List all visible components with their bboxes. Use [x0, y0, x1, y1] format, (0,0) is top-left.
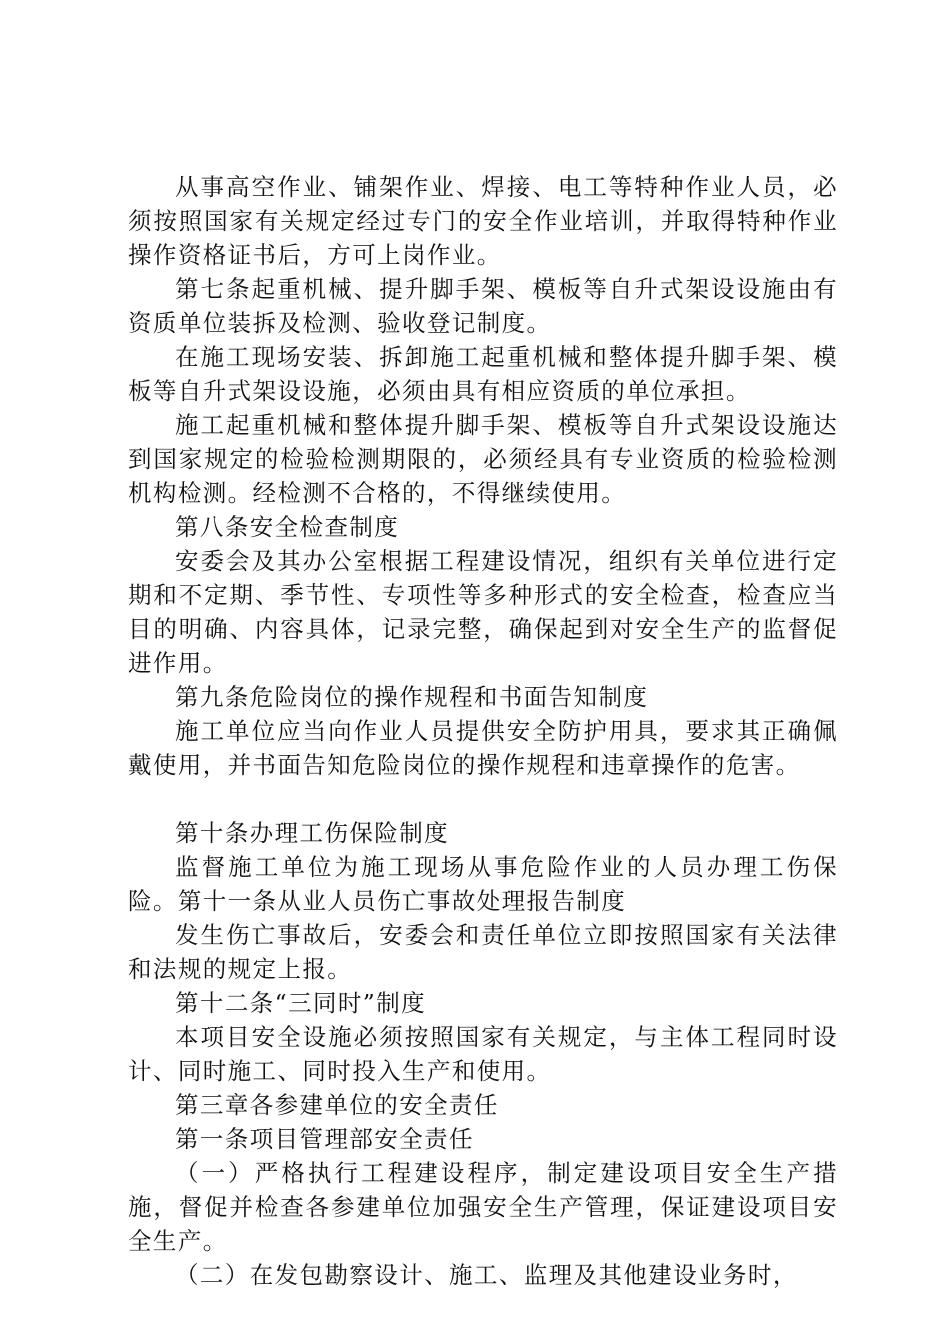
paragraph-three-simultaneous: 本项目安全设施必须按照国家有关规定，与主体工程同时设计、同时施工、同时投入生产和使用。: [128, 1023, 838, 1085]
paragraph-accident-report: 发生伤亡事故后，安委会和责任单位立即按照国家有关法律和法规的规定上报。: [128, 921, 838, 983]
heading-chapter-3: 第三章各参建单位的安全责任: [175, 1091, 499, 1119]
heading-article-10: 第十条办理工伤保险制度: [175, 819, 450, 847]
paragraph-special-operators: 从事高空作业、铺架作业、焊接、电工等特种作业人员，必须按照国家有关规定经过专门的安全作业培训，并取得特种作业操作资格证书后，方可上岗作业。: [128, 173, 838, 269]
paragraph-safety-inspection: 安委会及其办公室根据工程建设情况，组织有关单位进行定期和不定期、季节性、专项性等多种形式的安全检查，检查应当目的明确、内容具体，记录完整，确保起到对安全生产的监督促进作用。: [128, 547, 838, 677]
heading-article-1: 第一条项目管理部安全责任: [175, 1125, 474, 1153]
paragraph-item-1: （一）严格执行工程建设程序，制定建设项目安全生产措施，督促并检查各参建单位加强安全生产管理，保证建设项目安全生产。: [128, 1159, 838, 1255]
paragraph-article-7: 第七条起重机械、提升脚手架、模板等自升式架设设施由有资质单位装拆及检测、验收登记制度。: [128, 275, 838, 337]
paragraph-item-2: （二）在发包勘察设计、施工、监理及其他建设业务时，: [175, 1261, 798, 1289]
paragraph-injury-insurance: 监督施工单位为施工现场从事危险作业的人员办理工伤保险。第十一条从业人员伤亡事故处理报告制度: [128, 853, 838, 915]
heading-article-12: 第十二条“三同时”制度: [175, 989, 427, 1017]
paragraph-protective-equipment: 施工单位应当向作业人员提供安全防护用具，要求其正确佩戴使用，并书面告知危险岗位的操作规程和违章操作的危害。: [128, 717, 838, 779]
heading-article-8: 第八条安全检查制度: [175, 513, 400, 541]
document-body: [128, 170, 838, 1292]
blank-line: [128, 782, 838, 816]
heading-article-9: 第九条危险岗位的操作规程和书面告知制度: [175, 683, 649, 711]
paragraph-installation: 在施工现场安装、拆卸施工起重机械和整体提升脚手架、模板等自升式架设设施，必须由具有相应资质的单位承担。: [128, 343, 838, 405]
paragraph-inspection-period: 施工起重机械和整体提升脚手架、模板等自升式架设设施达到国家规定的检验检测期限的，必须经具有专业资质的检验检测机构检测。经检测不合格的，不得继续使用。: [128, 411, 838, 507]
